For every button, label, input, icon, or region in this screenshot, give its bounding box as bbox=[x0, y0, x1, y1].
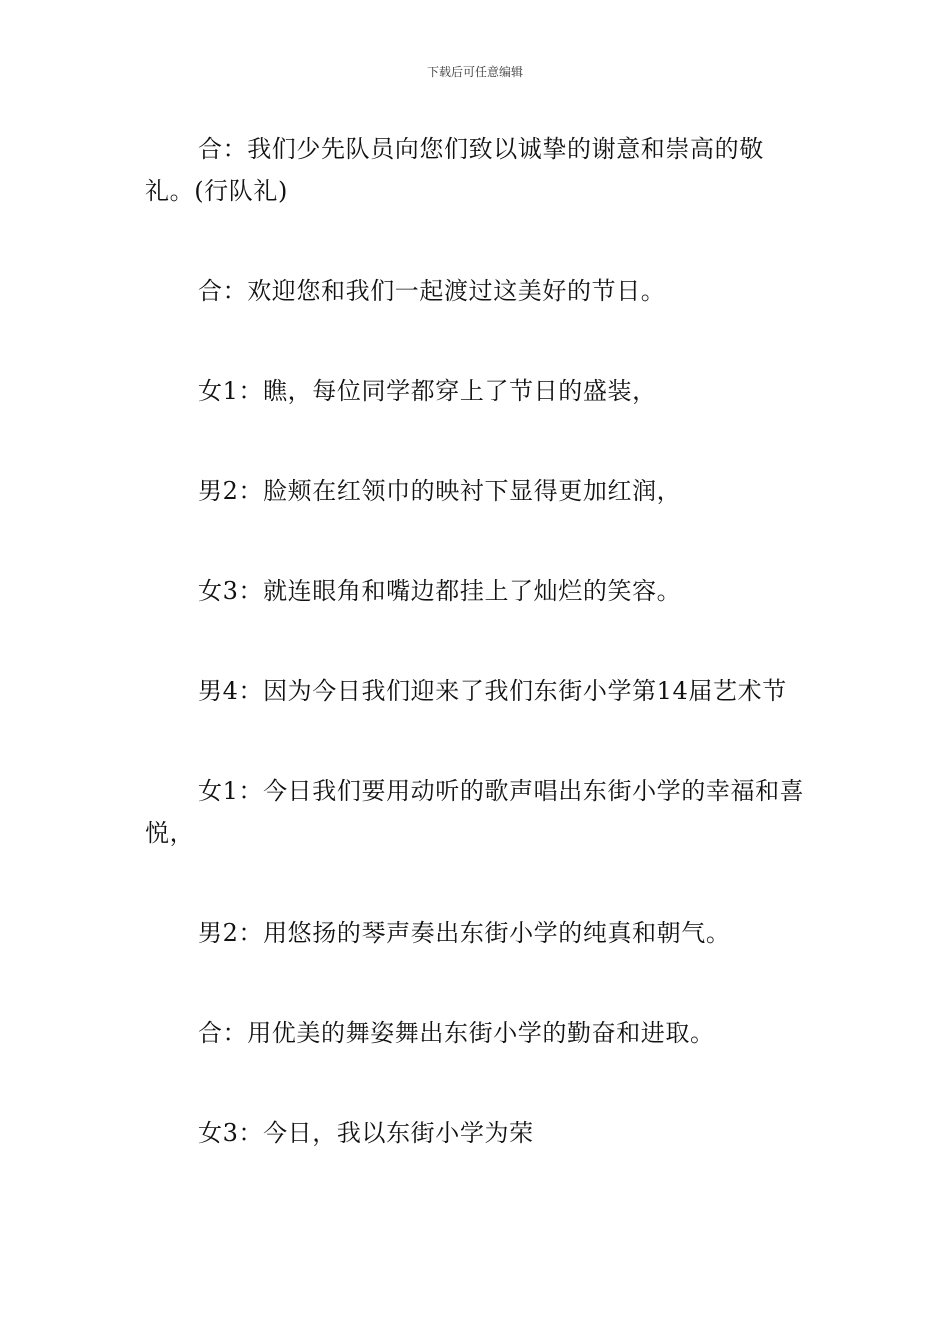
document-body bbox=[145, 128, 810, 1212]
paragraph: 合：用优美的舞姿舞出东街小学的勤奋和进取。 bbox=[198, 1019, 715, 1047]
paragraph: 女1：瞧，每位同学都穿上了节日的盛装， bbox=[198, 377, 657, 405]
paragraph: 女3：就连眼角和嘴边都挂上了灿烂的笑容。 bbox=[198, 577, 682, 605]
paragraph: 男2：用悠扬的琴声奏出东街小学的纯真和朝气。 bbox=[198, 919, 731, 947]
paragraph: 女3：今日，我以东街小学为荣 bbox=[198, 1119, 534, 1147]
paragraph: 男4：因为今日我们迎来了我们东街小学第14届艺术节 bbox=[198, 677, 787, 705]
paragraph: 合：我们少先队员向您们致以诚挚的谢意和崇高的敬礼。(行队礼) bbox=[145, 135, 764, 205]
page-header-note: 下载后可任意编辑 bbox=[426, 65, 523, 79]
paragraph: 男2：脸颊在红领巾的映衬下显得更加红润， bbox=[198, 477, 682, 505]
paragraph: 合：欢迎您和我们一起渡过这美好的节日。 bbox=[198, 277, 666, 305]
paragraph: 女1：今日我们要用动听的歌声唱出东街小学的幸福和喜悦， bbox=[145, 777, 805, 847]
